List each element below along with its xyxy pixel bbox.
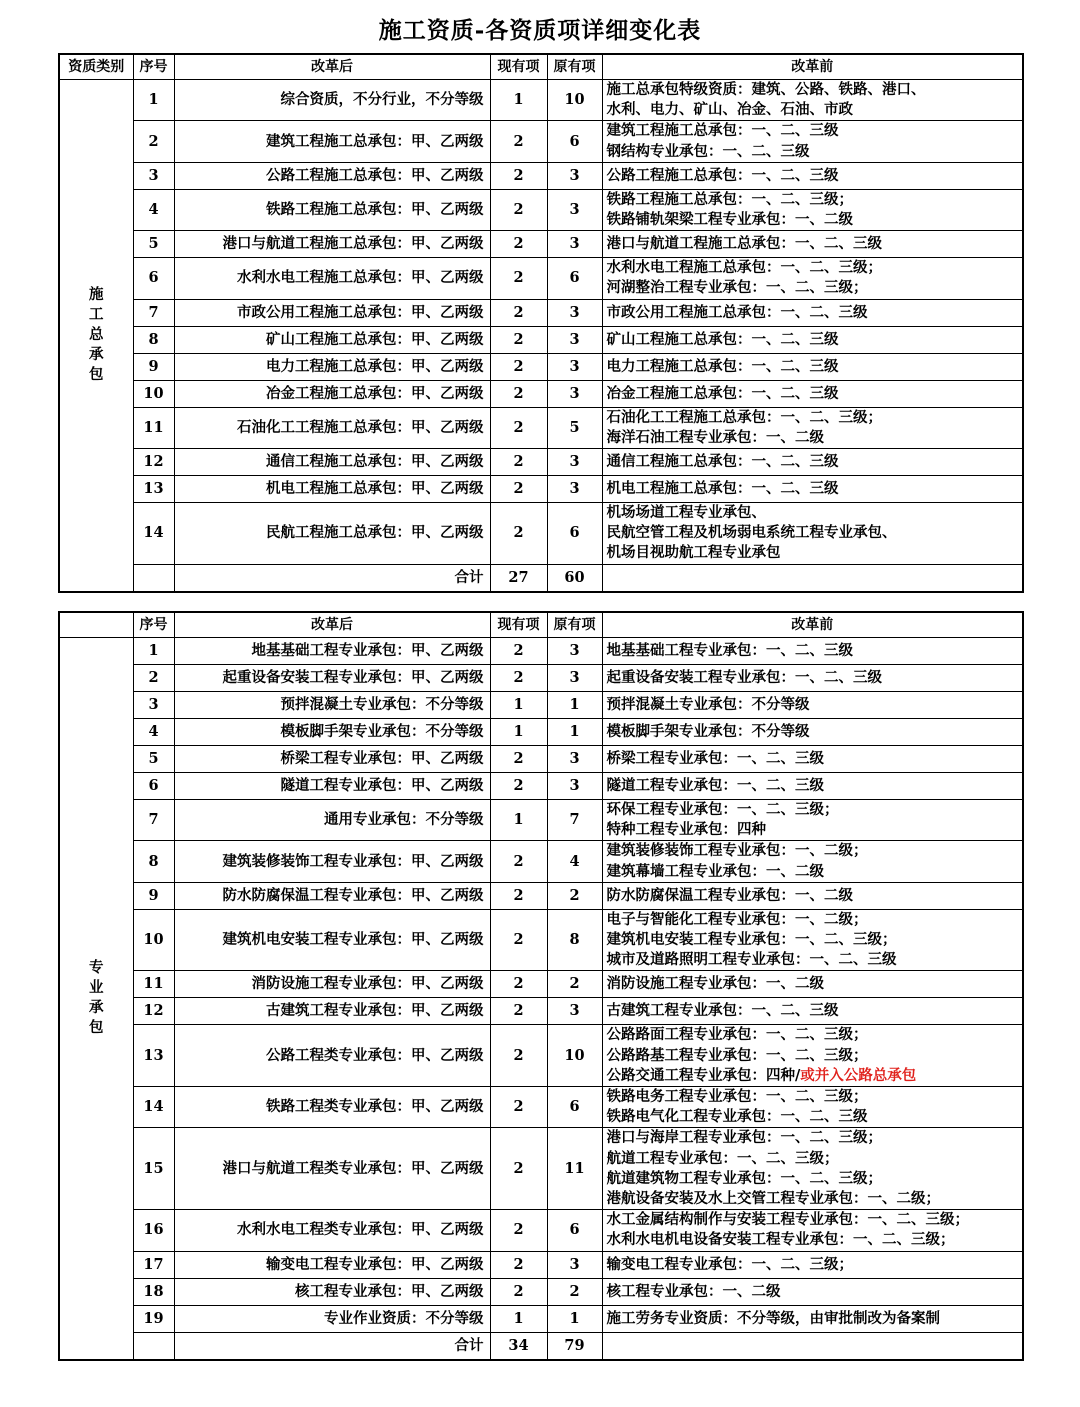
total-original: 79 <box>547 1332 602 1360</box>
before-reform-line: 建筑装修装饰工程专业承包：一、二级； <box>606 842 868 860</box>
before-reform-line: 铁路电气化工程专业承包：一、二、三级 <box>606 1108 868 1126</box>
header-original: 原有项 <box>547 54 602 80</box>
row-number: 2 <box>133 121 174 162</box>
table-row <box>59 746 1023 773</box>
before-reform-line: 防水防腐保温工程专业承包：一、二级 <box>606 886 853 904</box>
before-reform-line: 市政公用工程施工总承包：一、二、三级 <box>606 303 868 321</box>
table-row <box>59 692 1023 719</box>
highlight-note: 或并入公路总承包 <box>800 1066 917 1084</box>
row-number: 7 <box>133 800 174 841</box>
before-reform-line: 冶金工程施工总承包：一、二、三级 <box>606 384 839 402</box>
before-reform-line: 水利水电工程施工总承包：一、二、三级； <box>606 259 882 277</box>
before-reform-cell <box>602 258 1023 299</box>
before-reform-line: 地基基础工程专业承包：一、二、三级 <box>606 641 853 659</box>
row-number: 12 <box>133 449 174 476</box>
row-number: 1 <box>133 80 174 121</box>
current-count: 2 <box>490 1128 547 1210</box>
current-count: 1 <box>490 692 547 719</box>
row-number: 18 <box>133 1278 174 1305</box>
after-reform-cell: 模板脚手架专业承包：不分等级 <box>174 719 490 746</box>
before-reform-line: 机场场道工程专业承包、 <box>606 504 766 522</box>
after-reform-cell: 电力工程施工总承包：甲、乙两级 <box>174 353 490 380</box>
before-reform-cell <box>602 162 1023 189</box>
original-count: 2 <box>547 971 602 998</box>
row-number: 8 <box>133 841 174 882</box>
header-current: 现有项 <box>490 54 547 80</box>
before-reform-line: 民航空管工程及机场弱电系统工程专业承包、 <box>606 524 897 542</box>
total-current: 27 <box>490 564 547 592</box>
before-reform-cell <box>602 380 1023 407</box>
after-reform-cell: 公路工程类专业承包：甲、乙两级 <box>174 1025 490 1087</box>
before-reform-cell <box>602 326 1023 353</box>
before-reform-line <box>607 1066 1020 1086</box>
current-count: 2 <box>490 380 547 407</box>
before-reform-line: 建筑幕墙工程专业承包：一、二级 <box>606 862 824 880</box>
table-row <box>59 998 1023 1025</box>
before-reform-cell <box>602 665 1023 692</box>
table-row <box>59 800 1023 841</box>
table-row <box>59 665 1023 692</box>
current-count: 2 <box>490 121 547 162</box>
table-row <box>59 299 1023 326</box>
before-reform-cell <box>602 1305 1023 1332</box>
before-reform-line: 起重设备安装工程专业承包：一、二、三级 <box>606 668 882 686</box>
original-count: 3 <box>547 665 602 692</box>
current-count: 2 <box>490 1278 547 1305</box>
current-count: 2 <box>490 258 547 299</box>
after-reform-cell: 古建筑工程专业承包：甲、乙两级 <box>174 998 490 1025</box>
after-reform-cell: 冶金工程施工总承包：甲、乙两级 <box>174 380 490 407</box>
after-reform-cell: 铁路工程施工总承包：甲、乙两级 <box>174 189 490 230</box>
header-category: 资质类别 <box>59 54 133 80</box>
total-blank <box>133 1332 174 1360</box>
before-reform-line: 古建筑工程专业承包：一、二、三级 <box>606 1002 839 1020</box>
after-reform-cell: 防水防腐保温工程专业承包：甲、乙两级 <box>174 882 490 909</box>
before-reform-text: 公路交通工程专业承包：四种/ <box>606 1066 801 1084</box>
before-reform-cell <box>602 449 1023 476</box>
header-original: 原有项 <box>547 612 602 638</box>
before-reform-line: 桥梁工程专业承包：一、二、三级 <box>606 749 824 767</box>
total-label: 合计 <box>174 564 490 592</box>
before-reform-line: 电子与智能化工程专业承包：一、二级； <box>606 910 868 928</box>
after-reform-cell: 桥梁工程专业承包：甲、乙两级 <box>174 746 490 773</box>
before-reform-line: 输变电工程专业承包：一、二、三级； <box>606 1255 853 1273</box>
table-row <box>59 773 1023 800</box>
after-reform-cell: 港口与航道工程类专业承包：甲、乙两级 <box>174 1128 490 1210</box>
table-row <box>59 841 1023 882</box>
original-count: 1 <box>547 692 602 719</box>
after-reform-cell: 机电工程施工总承包：甲、乙两级 <box>174 476 490 503</box>
before-reform-line: 建筑工程施工总承包：一、二、三级 <box>606 122 839 140</box>
before-reform-line: 机场目视助航工程专业承包 <box>606 544 781 562</box>
original-count: 6 <box>547 1087 602 1128</box>
after-reform-cell: 专业作业资质：不分等级 <box>174 1305 490 1332</box>
category-label: 专业承包 <box>89 959 104 1037</box>
table-row <box>59 476 1023 503</box>
before-reform-line: 铁路铺轨架梁工程专业承包：一、二级 <box>606 211 853 229</box>
original-count: 7 <box>547 800 602 841</box>
table-row <box>59 189 1023 230</box>
after-reform-cell: 公路工程施工总承包：甲、乙两级 <box>174 162 490 189</box>
before-reform-line: 模板脚手架专业承包：不分等级 <box>606 722 810 740</box>
before-reform-cell <box>602 719 1023 746</box>
original-count: 8 <box>547 909 602 971</box>
original-count: 3 <box>547 746 602 773</box>
after-reform-cell: 核工程专业承包：甲、乙两级 <box>174 1278 490 1305</box>
row-number: 7 <box>133 299 174 326</box>
original-count: 1 <box>547 1305 602 1332</box>
original-count: 6 <box>547 503 602 565</box>
before-reform-line: 施工总承包特级资质：建筑、公路、铁路、港口、 <box>606 81 926 98</box>
original-count: 6 <box>547 121 602 162</box>
after-reform-cell: 起重设备安装工程专业承包：甲、乙两级 <box>174 665 490 692</box>
original-count: 3 <box>547 326 602 353</box>
before-reform-line: 航道工程专业承包：一、二、三级； <box>606 1149 839 1167</box>
after-reform-cell: 通信工程施工总承包：甲、乙两级 <box>174 449 490 476</box>
original-count: 3 <box>547 353 602 380</box>
before-reform-line: 公路路面工程专业承包：一、二、三级； <box>606 1026 868 1044</box>
after-reform-cell: 水利水电工程施工总承包：甲、乙两级 <box>174 258 490 299</box>
after-reform-cell: 铁路工程类专业承包：甲、乙两级 <box>174 1087 490 1128</box>
after-reform-cell: 民航工程施工总承包：甲、乙两级 <box>174 503 490 565</box>
table-row <box>59 326 1023 353</box>
table-row <box>59 1305 1023 1332</box>
row-number: 11 <box>133 407 174 448</box>
original-count: 11 <box>547 1128 602 1210</box>
before-reform-cell <box>602 998 1023 1025</box>
after-reform-cell: 建筑装修装饰工程专业承包：甲、乙两级 <box>174 841 490 882</box>
before-reform-line: 铁路工程施工总承包：一、二、三级； <box>606 190 853 208</box>
header-before: 改革前 <box>602 54 1023 80</box>
table-row <box>59 971 1023 998</box>
specialty-contracting-table <box>58 611 1024 1361</box>
row-number: 10 <box>133 909 174 971</box>
before-reform-line: 钢结构专业承包：一、二、三级 <box>606 142 810 160</box>
row-number: 12 <box>133 998 174 1025</box>
before-reform-cell <box>602 800 1023 841</box>
current-count: 2 <box>490 353 547 380</box>
before-reform-line: 预拌混凝土专业承包：不分等级 <box>606 695 810 713</box>
after-reform-cell: 矿山工程施工总承包：甲、乙两级 <box>174 326 490 353</box>
table-row <box>59 258 1023 299</box>
row-number: 3 <box>133 162 174 189</box>
before-reform-line: 隧道工程专业承包：一、二、三级 <box>606 776 824 794</box>
original-count: 2 <box>547 1278 602 1305</box>
row-number: 1 <box>133 638 174 665</box>
total-blank-before <box>602 1332 1023 1360</box>
current-count: 2 <box>490 638 547 665</box>
before-reform-cell <box>602 1128 1023 1210</box>
general-contracting-table <box>58 53 1024 593</box>
header-no: 序号 <box>133 54 174 80</box>
original-count: 3 <box>547 998 602 1025</box>
row-number: 14 <box>133 1087 174 1128</box>
table-header-row <box>59 612 1023 638</box>
current-count: 2 <box>490 407 547 448</box>
total-original: 60 <box>547 564 602 592</box>
table-header-row <box>59 54 1023 80</box>
before-reform-cell <box>602 971 1023 998</box>
before-reform-line: 石油化工工程施工总承包：一、二、三级； <box>606 408 882 426</box>
before-reform-cell <box>602 476 1023 503</box>
original-count: 3 <box>547 638 602 665</box>
table-row <box>59 1025 1023 1087</box>
total-row <box>59 564 1023 592</box>
table-row <box>59 503 1023 565</box>
header-current: 现有项 <box>490 612 547 638</box>
before-reform-line: 水工金属结构制作与安装工程专业承包：一、二、三级； <box>606 1211 969 1229</box>
header-before: 改革前 <box>602 612 1023 638</box>
current-count: 2 <box>490 299 547 326</box>
original-count: 3 <box>547 773 602 800</box>
header-category-blank <box>59 612 133 638</box>
before-reform-line: 施工劳务专业资质：不分等级，由审批制改为备案制 <box>606 1309 940 1327</box>
table-row <box>59 909 1023 971</box>
table-row <box>59 882 1023 909</box>
row-number: 16 <box>133 1210 174 1251</box>
row-number: 19 <box>133 1305 174 1332</box>
original-count: 3 <box>547 449 602 476</box>
row-number: 3 <box>133 692 174 719</box>
original-count: 5 <box>547 407 602 448</box>
original-count: 3 <box>547 189 602 230</box>
before-reform-cell <box>602 841 1023 882</box>
row-number: 6 <box>133 773 174 800</box>
row-number: 14 <box>133 503 174 565</box>
after-reform-cell: 水利水电工程类专业承包：甲、乙两级 <box>174 1210 490 1251</box>
before-reform-cell <box>602 638 1023 665</box>
before-reform-cell <box>602 692 1023 719</box>
original-count: 6 <box>547 258 602 299</box>
row-number: 10 <box>133 380 174 407</box>
original-count: 3 <box>547 231 602 258</box>
row-number: 9 <box>133 353 174 380</box>
before-reform-cell <box>602 882 1023 909</box>
before-reform-cell <box>602 503 1023 565</box>
category-cell <box>59 80 133 592</box>
category-label: 施工总承包 <box>89 286 104 384</box>
before-reform-line: 建筑机电安装工程专业承包：一、二、三级； <box>606 931 897 949</box>
original-count: 4 <box>547 841 602 882</box>
total-label: 合计 <box>174 1332 490 1360</box>
row-number: 8 <box>133 326 174 353</box>
original-count: 3 <box>547 1251 602 1278</box>
before-reform-cell <box>602 231 1023 258</box>
current-count: 2 <box>490 189 547 230</box>
current-count: 2 <box>490 1025 547 1087</box>
current-count: 2 <box>490 449 547 476</box>
before-reform-line: 核工程专业承包：一、二级 <box>606 1282 781 1300</box>
header-after: 改革后 <box>174 54 490 80</box>
table-row <box>59 1210 1023 1251</box>
original-count: 3 <box>547 380 602 407</box>
table-row <box>59 719 1023 746</box>
before-reform-cell <box>602 1025 1023 1087</box>
table-row <box>59 80 1023 121</box>
current-count: 2 <box>490 1087 547 1128</box>
after-reform-cell: 地基基础工程专业承包：甲、乙两级 <box>174 638 490 665</box>
before-reform-line: 特种工程专业承包：四种 <box>606 821 766 839</box>
before-reform-line: 水利水电机电设备安装工程专业承包：一、二、三级； <box>606 1231 955 1249</box>
row-number: 17 <box>133 1251 174 1278</box>
total-current: 34 <box>490 1332 547 1360</box>
header-after: 改革后 <box>174 612 490 638</box>
before-reform-line: 铁路电务工程专业承包：一、二、三级； <box>606 1088 868 1106</box>
before-reform-cell <box>602 121 1023 162</box>
total-row <box>59 1332 1023 1360</box>
header-no: 序号 <box>133 612 174 638</box>
before-reform-line: 航道建筑物工程专业承包：一、二、三级； <box>606 1169 882 1187</box>
total-blank-before <box>602 564 1023 592</box>
row-number: 9 <box>133 882 174 909</box>
before-reform-line: 河湖整治工程专业承包：一、二、三级； <box>606 279 868 297</box>
row-number: 5 <box>133 746 174 773</box>
row-number: 15 <box>133 1128 174 1210</box>
current-count: 1 <box>490 719 547 746</box>
before-reform-cell <box>602 1278 1023 1305</box>
before-reform-line: 港口与航道工程施工总承包：一、二、三级 <box>606 235 882 253</box>
current-count: 1 <box>490 1305 547 1332</box>
original-count: 3 <box>547 476 602 503</box>
current-count: 2 <box>490 1210 547 1251</box>
before-reform-line: 机电工程施工总承包：一、二、三级 <box>606 479 839 497</box>
table-row <box>59 1128 1023 1210</box>
row-number: 5 <box>133 231 174 258</box>
current-count: 2 <box>490 503 547 565</box>
table-row <box>59 1251 1023 1278</box>
before-reform-cell <box>602 1210 1023 1251</box>
before-reform-cell <box>602 746 1023 773</box>
before-reform-cell <box>602 80 1023 121</box>
table-row <box>59 162 1023 189</box>
current-count: 2 <box>490 476 547 503</box>
before-reform-line: 公路工程施工总承包：一、二、三级 <box>606 166 839 184</box>
original-count: 3 <box>547 299 602 326</box>
after-reform-cell: 隧道工程专业承包：甲、乙两级 <box>174 773 490 800</box>
before-reform-cell <box>602 1251 1023 1278</box>
current-count: 2 <box>490 746 547 773</box>
original-count: 10 <box>547 80 602 121</box>
current-count: 2 <box>490 1251 547 1278</box>
before-reform-line: 城市及道路照明工程专业承包：一、二、三级 <box>606 951 897 969</box>
row-number: 13 <box>133 476 174 503</box>
table-row <box>59 1278 1023 1305</box>
current-count: 2 <box>490 231 547 258</box>
current-count: 2 <box>490 971 547 998</box>
row-number: 13 <box>133 1025 174 1087</box>
original-count: 3 <box>547 162 602 189</box>
before-reform-line: 矿山工程施工总承包：一、二、三级 <box>606 330 839 348</box>
after-reform-cell: 石油化工工程施工总承包：甲、乙两级 <box>174 407 490 448</box>
current-count: 2 <box>490 326 547 353</box>
current-count: 2 <box>490 162 547 189</box>
current-count: 2 <box>490 882 547 909</box>
before-reform-cell <box>602 299 1023 326</box>
before-reform-line: 消防设施工程专业承包：一、二级 <box>606 975 824 993</box>
before-reform-cell <box>602 189 1023 230</box>
after-reform-cell: 预拌混凝土专业承包：不分等级 <box>174 692 490 719</box>
before-reform-line: 公路路基工程专业承包：一、二、三级； <box>606 1046 868 1064</box>
before-reform-cell <box>602 1087 1023 1128</box>
current-count: 2 <box>490 665 547 692</box>
before-reform-cell <box>602 773 1023 800</box>
original-count: 2 <box>547 882 602 909</box>
before-reform-line: 港航设备安装及水上交管工程专业承包：一、二级； <box>606 1190 940 1208</box>
page-title: 施工资质-各资质项详细变化表 <box>378 17 702 44</box>
before-reform-cell <box>602 909 1023 971</box>
row-number: 6 <box>133 258 174 299</box>
row-number: 2 <box>133 665 174 692</box>
table-row <box>59 353 1023 380</box>
current-count: 1 <box>490 80 547 121</box>
row-number: 11 <box>133 971 174 998</box>
before-reform-line: 环保工程专业承包：一、二、三级； <box>606 801 839 818</box>
current-count: 2 <box>490 841 547 882</box>
before-reform-line: 水利、电力、矿山、冶金、石油、市政 <box>606 101 853 119</box>
after-reform-cell: 消防设施工程专业承包：甲、乙两级 <box>174 971 490 998</box>
current-count: 1 <box>490 800 547 841</box>
after-reform-cell: 市政公用工程施工总承包：甲、乙两级 <box>174 299 490 326</box>
after-reform-cell: 输变电工程专业承包：甲、乙两级 <box>174 1251 490 1278</box>
table-row <box>59 449 1023 476</box>
after-reform-cell: 建筑工程施工总承包：甲、乙两级 <box>174 121 490 162</box>
before-reform-line: 电力工程施工总承包：一、二、三级 <box>606 357 839 375</box>
table-row <box>59 1087 1023 1128</box>
table-row <box>59 380 1023 407</box>
after-reform-cell: 综合资质，不分行业，不分等级 <box>174 80 490 121</box>
table-row <box>59 407 1023 448</box>
after-reform-cell: 港口与航道工程施工总承包：甲、乙两级 <box>174 231 490 258</box>
before-reform-line: 通信工程施工总承包：一、二、三级 <box>606 452 839 470</box>
before-reform-cell <box>602 353 1023 380</box>
original-count: 6 <box>547 1210 602 1251</box>
original-count: 10 <box>547 1025 602 1087</box>
table-row <box>59 231 1023 258</box>
row-number: 4 <box>133 719 174 746</box>
current-count: 2 <box>490 998 547 1025</box>
before-reform-line: 港口与海岸工程专业承包：一、二、三级； <box>606 1129 882 1147</box>
total-blank <box>133 564 174 592</box>
before-reform-line: 海洋石油工程专业承包：一、二级 <box>606 428 824 446</box>
table-row <box>59 638 1023 665</box>
after-reform-cell: 通用专业承包：不分等级 <box>174 800 490 841</box>
after-reform-cell: 建筑机电安装工程专业承包：甲、乙两级 <box>174 909 490 971</box>
before-reform-cell <box>602 407 1023 448</box>
row-number: 4 <box>133 189 174 230</box>
table-row <box>59 121 1023 162</box>
current-count: 2 <box>490 909 547 971</box>
current-count: 2 <box>490 773 547 800</box>
category-cell <box>59 638 133 1360</box>
original-count: 1 <box>547 719 602 746</box>
